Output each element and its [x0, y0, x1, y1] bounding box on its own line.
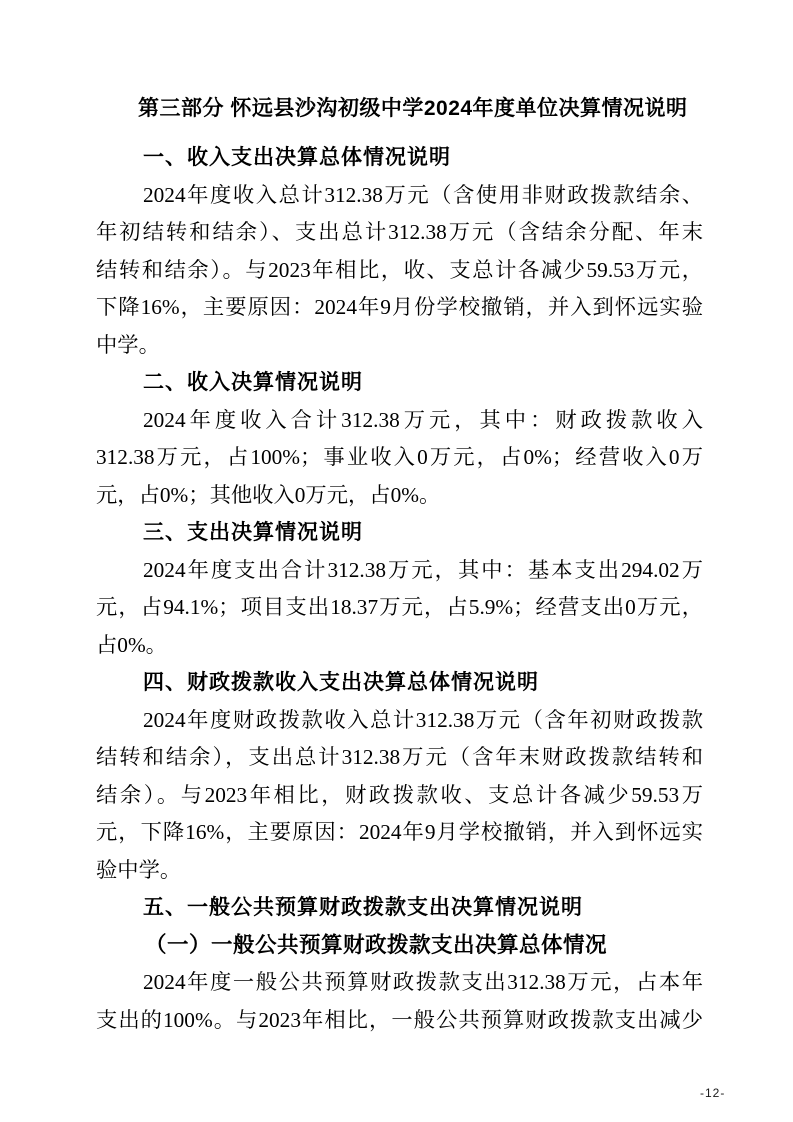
para-line: 2024年度收入总计312.38万元（含使用非财政拨款结余、 [143, 182, 703, 207]
para-line: 2024年度财政拨款收入总计312.38万元（含年初财政拨款 [143, 707, 703, 732]
para-line: 2024年度支出合计312.38万元，其中：基本支出294.02万 [143, 557, 703, 582]
para-line: 验中学。 [96, 857, 182, 882]
para-line: 元，下降16%，主要原因：2024年9月学校撤销，并入到怀远实 [96, 820, 703, 844]
heading-section-4: 四、财政拨款收入支出决算总体情况说明 [143, 671, 539, 694]
para-line: 占0%。 [96, 632, 167, 657]
document-content [96, 90, 703, 1039]
para-line: 312.38万元，占100%；事业收入0万元，占0%；经营收入0万 [96, 445, 703, 469]
para-line: 下降16%，主要原因：2024年9月份学校撤销，并入到怀远实验 [96, 295, 703, 319]
para-line: 结转和结余）。与2023年相比，收、支总计各减少59.53万元， [96, 257, 703, 282]
heading-section-5: 五、一般公共预算财政拨款支出决算情况说明 [143, 896, 583, 919]
para-line: 元，占94.1%；项目支出18.37万元，占5.9%；经营支出0万元， [96, 595, 703, 619]
page-number: -12- [700, 1086, 726, 1100]
para-line: 元，占0%；其他收入0万元，占0%。 [96, 482, 441, 507]
subheading-section-5-1: （一）一般公共预算财政拨款支出决算总体情况 [145, 932, 608, 957]
document-title: 第三部分 怀远县沙沟初级中学2024年度单位决算情况说明 [138, 97, 688, 120]
heading-section-1: 一、收入支出决算总体情况说明 [143, 146, 451, 169]
para-line: 结余）。与2023年相比，财政拨款收、支总计各减少59.53万 [96, 782, 703, 807]
heading-section-2: 二、收入决算情况说明 [143, 371, 363, 394]
para-line: 年初结转和结余）、支出总计312.38万元（含结余分配、年末 [96, 220, 703, 244]
para-line: 结转和结余），支出总计312.38万元（含年末财政拨款结转和 [96, 745, 703, 769]
para-line: 2024年度一般公共预算财政拨款支出312.38万元，占本年 [143, 970, 703, 994]
heading-section-3: 三、支出决算情况说明 [143, 521, 363, 544]
para-line: 支出的100%。与2023年相比，一般公共预算财政拨款支出减少 [96, 1007, 703, 1032]
para-line: 中学。 [96, 332, 160, 357]
para-line: 2024年度收入合计312.38万元，其中：财政拨款收入 [143, 407, 703, 432]
